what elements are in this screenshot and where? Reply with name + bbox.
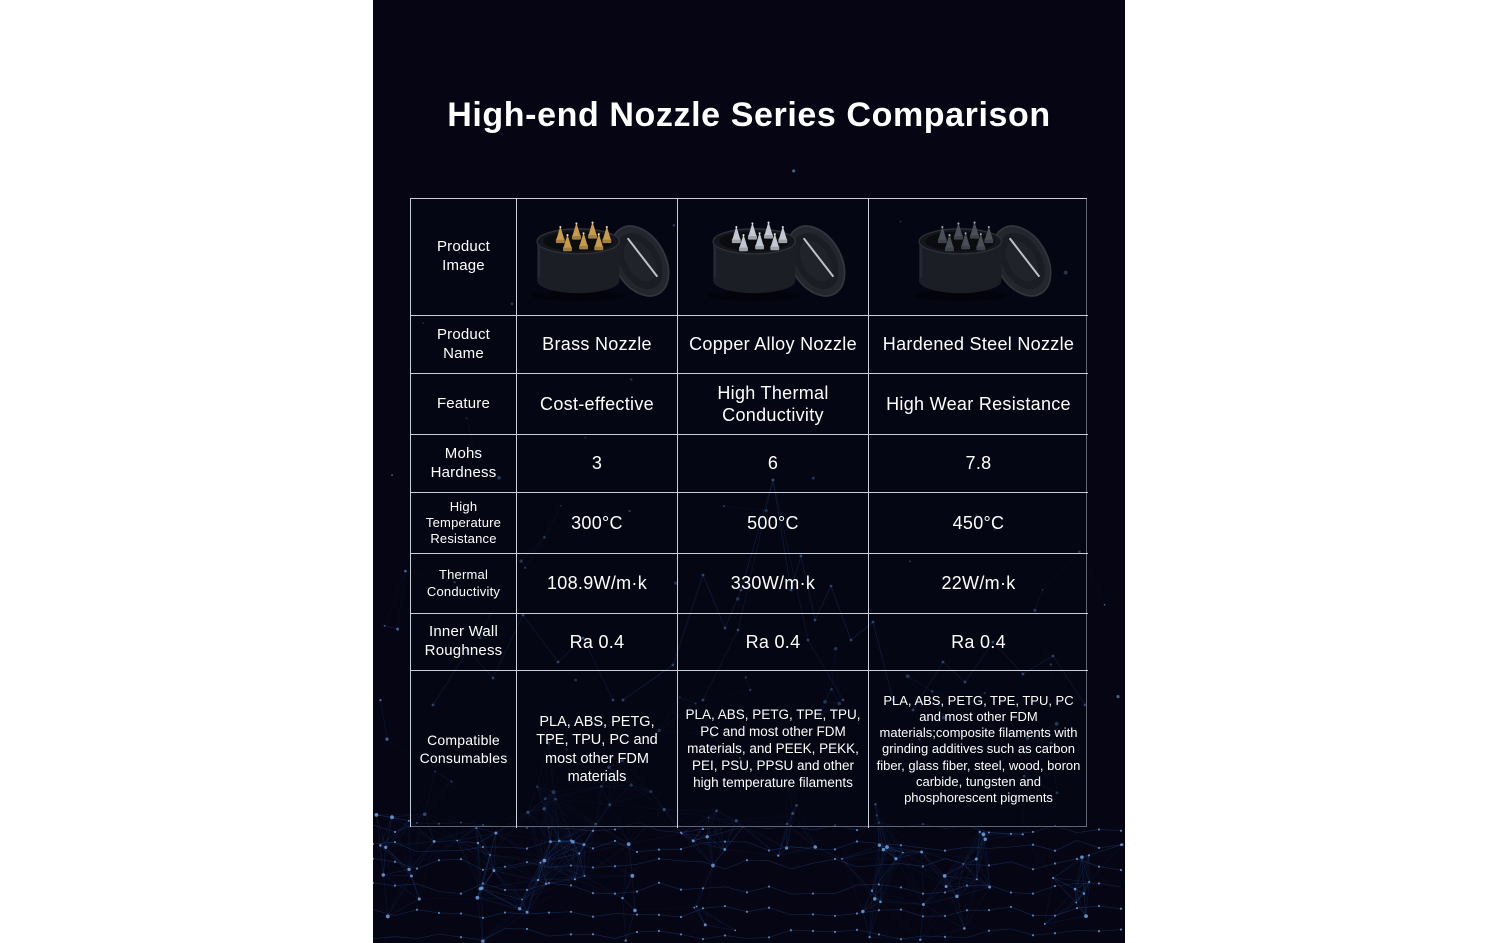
comparison-table [410, 198, 1087, 827]
infographic-canvas [373, 0, 1125, 943]
feature-brass: Cost-effective [517, 374, 678, 435]
mohs-brass: 3 [517, 435, 678, 493]
page-title: High-end Nozzle Series Comparison [447, 96, 1051, 134]
product-name-steel: Hardened Steel Nozzle [869, 316, 1088, 374]
temp-brass: 300°C [517, 493, 678, 554]
mohs-copper: 6 [678, 435, 869, 493]
product-name-brass: Brass Nozzle [517, 316, 678, 374]
product-image-copper [678, 199, 869, 316]
conductivity-brass: 108.9W/m·k [517, 554, 678, 614]
nozzle-case-brass-icon [521, 205, 673, 309]
conductivity-copper: 330W/m·k [678, 554, 869, 614]
product-image-brass [517, 199, 678, 316]
row-label-thermal-conductivity: Thermal Conductivity [411, 554, 517, 614]
row-label-mohs-hardness: Mohs Hardness [411, 435, 517, 493]
row-label-compatible-consumables: Compatible Consumables [411, 671, 517, 828]
consumables-copper: PLA, ABS, PETG, TPE, TPU, PC and most other FDM materials, and PEEK, PEKK, PEI, PSU, PPSU and other high temperature filaments [678, 671, 869, 828]
temp-steel: 450°C [869, 493, 1088, 554]
product-name-copper: Copper Alloy Nozzle [678, 316, 869, 374]
roughness-brass: Ra 0.4 [517, 614, 678, 671]
row-label-high-temperature-resistance: High Temperature Resistance [411, 493, 517, 554]
mohs-steel: 7.8 [869, 435, 1088, 493]
nozzle-case-copper-icon [697, 205, 849, 309]
consumables-brass: PLA, ABS, PETG, TPE, TPU, PC and most other FDM materials [517, 671, 678, 828]
nozzle-case-steel-icon [903, 205, 1055, 309]
row-label-product-image: Product Image [411, 199, 517, 316]
temp-copper: 500°C [678, 493, 869, 554]
product-image-steel [869, 199, 1088, 316]
consumables-steel: PLA, ABS, PETG, TPE, TPU, PC and most other FDM materials;composite filaments with grinding additives such as carbon fiber, glass fiber, steel, wood, boron carbide, tungsten and phosphorescent pigments [869, 671, 1088, 828]
feature-copper: High Thermal Conductivity [678, 374, 869, 435]
row-label-inner-wall-roughness: Inner Wall Roughness [411, 614, 517, 671]
roughness-copper: Ra 0.4 [678, 614, 869, 671]
row-label-product-name: Product Name [411, 316, 517, 374]
conductivity-steel: 22W/m·k [869, 554, 1088, 614]
feature-steel: High Wear Resistance [869, 374, 1088, 435]
roughness-steel: Ra 0.4 [869, 614, 1088, 671]
row-label-feature: Feature [411, 374, 517, 435]
